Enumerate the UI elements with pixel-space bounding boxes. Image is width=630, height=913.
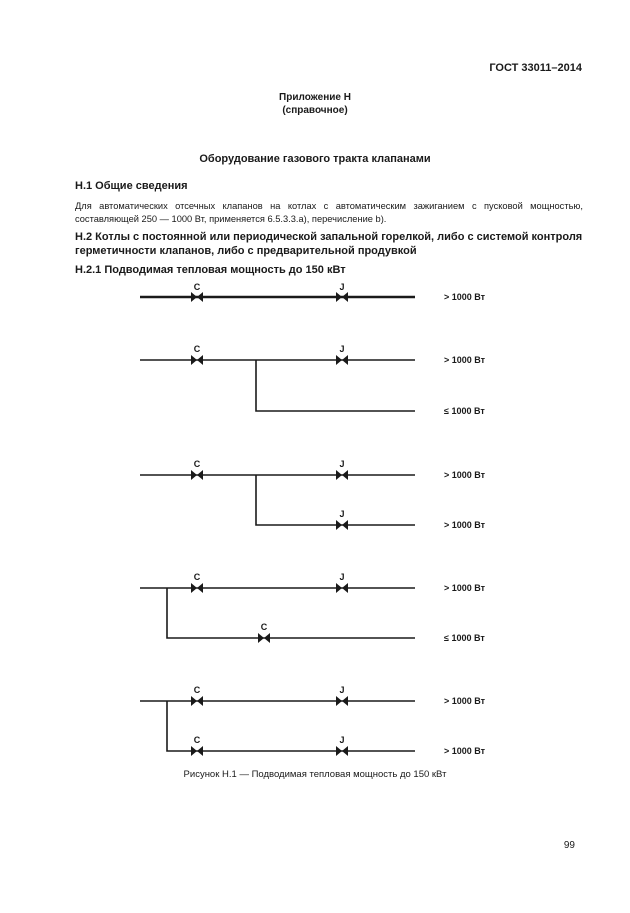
output-gt-label: > 1000 Вт: [444, 696, 486, 706]
figure-caption: Рисунок Н.1 — Подводимая тепловая мощность до 150 кВт: [183, 769, 447, 780]
diagram-1: [140, 282, 486, 302]
output-gt-label: > 1000 Вт: [444, 470, 486, 480]
standard-number: ГОСТ 33011–2014: [489, 62, 582, 74]
section-1-text: Для автоматических отсечных клапанов на котлах с автоматическим зажиганием с пусковой мощностью, составляющей 250 — 1000 Вт, применяется 6.5.3.3.а), перечисление b).: [75, 201, 583, 224]
valve-c-label: С: [193, 572, 201, 582]
valve-j-icon: [336, 696, 348, 706]
valve-c-icon: [191, 292, 203, 302]
output-gt-label: > 1000 Вт: [444, 746, 486, 756]
valve-c-label: С: [193, 735, 201, 745]
page-number: 99: [563, 840, 575, 851]
output-gt-label: > 1000 Вт: [444, 292, 486, 302]
diagram-3: [140, 459, 486, 530]
appendix-subtitle: (справочное): [282, 105, 348, 116]
section-2-1-heading: Н.2.1 Подводимая тепловая мощность до 150 кВт: [75, 264, 346, 276]
valve-c-icon: [258, 633, 270, 643]
valve-j-label: J: [339, 282, 345, 292]
output-le-label: ≤ 1000 Вт: [444, 406, 485, 416]
appendix-title: Приложение Н: [279, 92, 351, 103]
valve-c-icon: [191, 583, 203, 593]
valve-c-label: С: [260, 622, 268, 632]
valve-j-icon: [336, 292, 348, 302]
valve-c-icon: [191, 746, 203, 756]
valve-j-label: J: [339, 572, 345, 582]
main-title: Оборудование газового тракта клапанами: [199, 153, 431, 165]
output-gt-label: > 1000 Вт: [444, 355, 486, 365]
output-gt-label: > 1000 Вт: [444, 583, 486, 593]
valve-c-label: С: [193, 685, 201, 695]
valve-c-label: С: [193, 344, 201, 354]
valve-j-label: J: [339, 685, 345, 695]
section-2-heading: Н.2 Котлы с постоянной или периодической запальной горелкой, либо с системой контроля герметичности клапанов, либо с предварительной продувкой: [75, 231, 583, 257]
section-1-heading: Н.1 Общие сведения: [75, 180, 188, 192]
valve-j-label: J: [339, 509, 345, 519]
valve-j-label: J: [339, 344, 345, 354]
diagram-2: [140, 344, 486, 416]
diagram-5: [140, 685, 486, 756]
valve-c-icon: [191, 470, 203, 480]
valve-c-icon: [191, 355, 203, 365]
valve-j-icon: [336, 355, 348, 365]
valve-c-label: С: [193, 282, 201, 292]
valve-c-label: С: [193, 459, 201, 469]
valve-j-label: J: [339, 735, 345, 745]
valve-j-icon: [336, 520, 348, 530]
valve-j-icon: [336, 583, 348, 593]
valve-j-label: J: [339, 459, 345, 469]
valve-j-icon: [336, 470, 348, 480]
valve-c-icon: [191, 696, 203, 706]
diagram-4: [140, 572, 486, 643]
output-le-label: ≤ 1000 Вт: [444, 633, 485, 643]
output-gt-label: > 1000 Вт: [444, 520, 486, 530]
valve-j-icon: [336, 746, 348, 756]
